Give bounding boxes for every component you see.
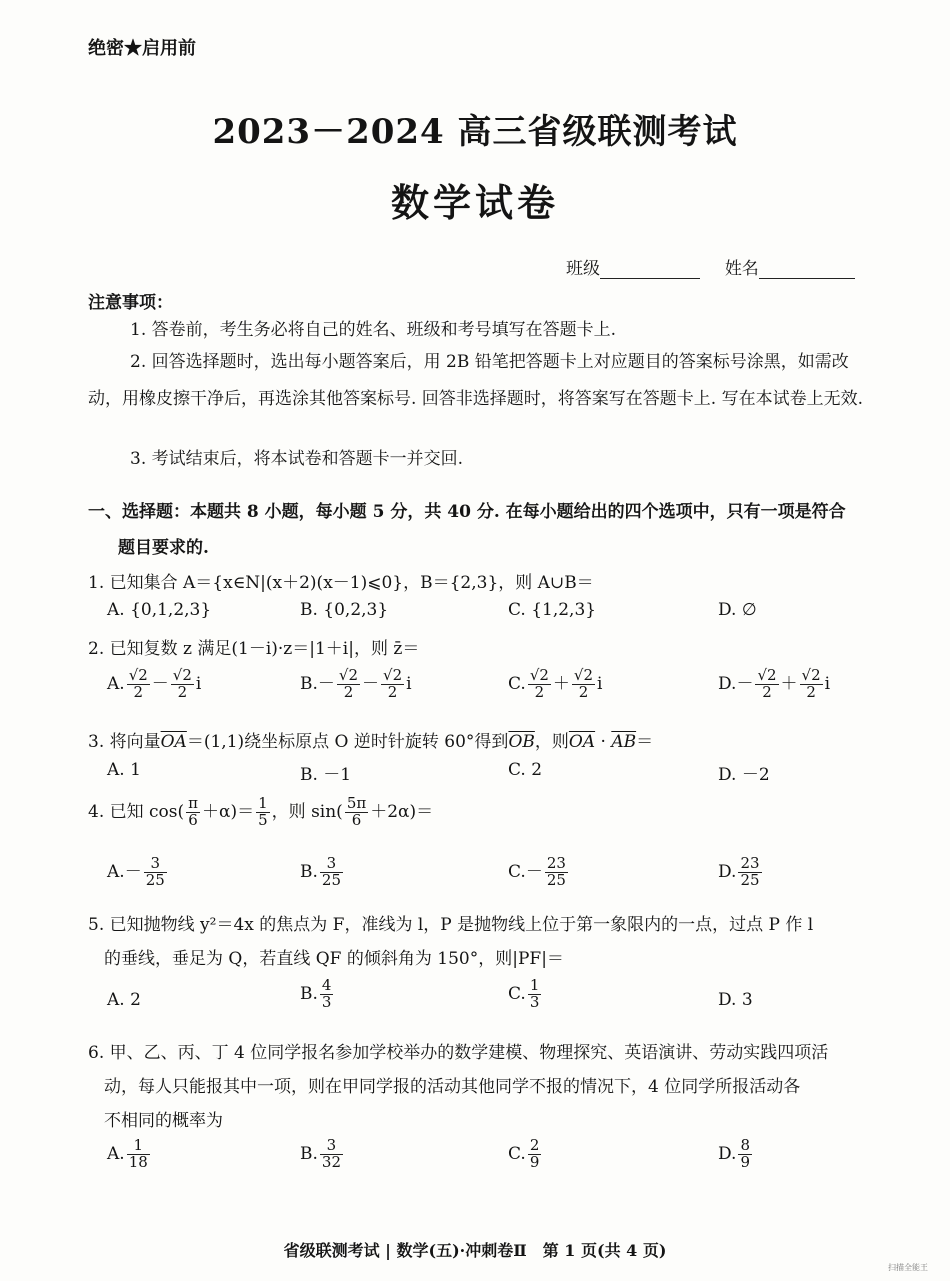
class-label: 班级 [566, 259, 600, 279]
section-line-1: 一、选择题：本题共 8 小题，每小题 5 分，共 40 分. 在每小题给出的四个选项中，只有一项是符合 [88, 502, 846, 522]
q5-stem-line-1: 5. 已知抛物线 y²＝4x 的焦点为 F，准线为 l，P 是抛物线上位于第一象限内的一点，过点 P 作 l [88, 915, 814, 935]
confidential-mark: 绝密★启用前 [88, 38, 196, 59]
q3-option-a: A. 1 [107, 760, 141, 780]
q5-option-d: D. 3 [718, 990, 753, 1010]
q5-option-b: B. $\frac{4}{3}$ [300, 976, 332, 1011]
page-footer: 省级联测考试 | 数学(五)·冲刺卷Ⅱ 第 1 页(共 4 页) [283, 1241, 667, 1260]
q6-option-d: D. $\frac{8}{9}$ [718, 1136, 750, 1171]
q6-stem-line-1: 6. 甲、乙、丙、丁 4 位同学报名参加学校举办的数学建模、物理探究、英语演讲、劳动实践四项活 [88, 1043, 829, 1063]
q5-option-c: C. $\frac{1}{3}$ [508, 976, 540, 1011]
name-label: 姓名 [724, 259, 759, 279]
q3-option-d: D. －2 [718, 765, 770, 785]
q3-option-b: B. －1 [300, 765, 352, 785]
q3-stem: 3. 将向量$\overline{OA}=(1,1)$绕坐标原点 O 逆时针旋转 60°得到$\overline{OB}$，则$\overline{OA} \cdot \overline{AB}=$ [88, 732, 654, 752]
q6-stem-line-2: 动，每人只能报其中一项，则在甲同学报的活动其他同学不报的情况下，4 位同学所报活动各 [104, 1077, 801, 1097]
q2-option-c: C. $\frac{√2}{2}$ ＋ $\frac{√2}{2}$ i [508, 666, 603, 701]
q6-option-c: C. $\frac{2}{9}$ [508, 1136, 540, 1171]
q4-option-a: A.－ $\frac{3}{25}$ [107, 854, 165, 889]
q1-stem: 1. 已知集合 A＝{x∈N|(x＋2)(x－1)⩽0}，B＝{2,3}，则 A∪B＝ [88, 573, 594, 593]
q4-stem: 4. 已知 cos( $\frac{\pi}{6}$ ＋α)＝ $\frac{1}{5}$ ，则 sin( $\frac{5\pi}{6}$ ＋2α)＝ [88, 794, 434, 829]
name-blank [759, 260, 855, 279]
q4-option-d: D. $\frac{23}{25}$ [718, 854, 760, 889]
q2-option-d: D.－ $\frac{√2}{2}$ ＋ $\frac{√2}{2}$ i [718, 666, 831, 701]
notes-heading: 注意事项： [88, 293, 173, 313]
q1-option-b: B. {0,2,3} [300, 600, 389, 620]
q2-stem: 2. 已知复数 z 满足(1－i)·z＝|1＋i|，则 z̄＝ [88, 639, 420, 659]
note-2: 2. 回答选择题时，选出每小题答案后，用 2B 铅笔把答题卡上对应题目的答案标号涂黑，如需改动，用橡皮擦干净后，再选涂其他答案标号. 回答非选择题时，将答案写在答题卡上. 写在本试卷上无效. [88, 352, 864, 409]
q5-option-a: A. 2 [107, 990, 141, 1010]
q5-stem-line-2: 的垂线，垂足为 Q，若直线 QF 的倾斜角为 150°，则|PF|＝ [104, 949, 564, 969]
note-1: 1. 答卷前，考生务必将自己的姓名、班级和考号填写在答题卡上. [130, 320, 617, 340]
q1-option-a: A. {0,1,2,3} [107, 600, 212, 620]
q6-option-b: B. $\frac{3}{32}$ [300, 1136, 341, 1171]
class-blank [600, 260, 700, 279]
q6-option-a: A. $\frac{1}{18}$ [107, 1136, 148, 1171]
q1-option-d: D. ∅ [718, 600, 757, 620]
note-3: 3. 考试结束后，将本试卷和答题卡一并交回. [130, 449, 464, 469]
class-name-fields [566, 254, 855, 279]
q2-option-b: B.－ $\frac{√2}{2}$ － $\frac{√2}{2}$ i [300, 666, 412, 701]
q2-option-a: A. $\frac{√2}{2}$ － $\frac{√2}{2}$ i [107, 666, 202, 701]
q4-option-b: B. $\frac{3}{25}$ [300, 854, 341, 889]
q6-stem-line-3: 不相同的概率为 [104, 1111, 223, 1131]
exam-title: 2023－2024 高三省级联测考试 [212, 112, 738, 152]
section-heading [88, 494, 864, 566]
subject-title: 数学试卷 [390, 180, 559, 225]
section-line-2: 题目要求的. [118, 538, 209, 558]
q1-option-c: C. {1,2,3} [508, 600, 597, 620]
q4-option-c: C.－ $\frac{23}{25}$ [508, 854, 566, 889]
scanner-watermark: 扫描全能王 [888, 1263, 928, 1272]
q3-option-c: C. 2 [508, 760, 543, 780]
